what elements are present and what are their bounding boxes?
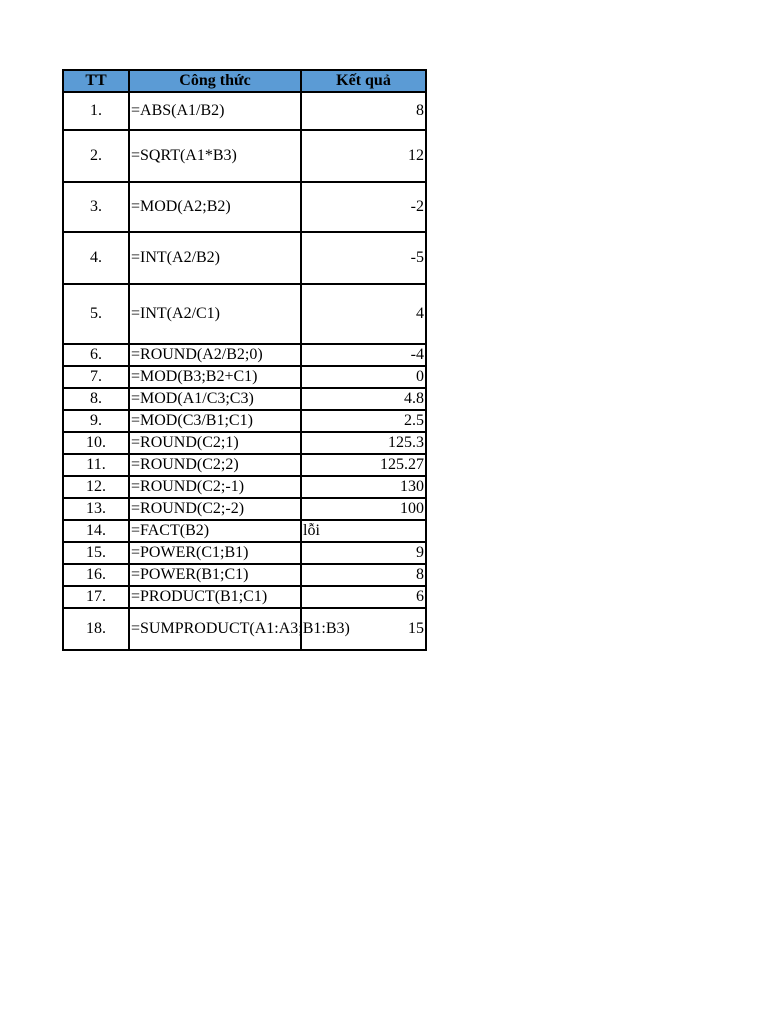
cell-result[interactable]: 125.27 (301, 454, 426, 476)
cell-result[interactable]: 130 (301, 476, 426, 498)
header-result[interactable]: Kết quả (301, 70, 426, 92)
cell-tt[interactable]: 11. (63, 454, 129, 476)
cell-formula[interactable]: =POWER(C1;B1) (129, 542, 301, 564)
table-row (63, 586, 426, 608)
cell-tt[interactable]: 15. (63, 542, 129, 564)
cell-result[interactable]: -5 (301, 232, 426, 284)
cell-tt[interactable]: 4. (63, 232, 129, 284)
cell-result[interactable]: 4 (301, 284, 426, 344)
table-row (63, 182, 426, 232)
cell-tt[interactable]: 17. (63, 586, 129, 608)
table-row (63, 388, 426, 410)
header-tt[interactable]: TT (63, 70, 129, 92)
cell-formula[interactable]: =ROUND(C2;-2) (129, 498, 301, 520)
table-row (63, 366, 426, 388)
cell-formula[interactable]: =POWER(B1;C1) (129, 564, 301, 586)
cell-tt[interactable]: 7. (63, 366, 129, 388)
cell-result[interactable]: 125.3 (301, 432, 426, 454)
cell-result[interactable]: 9 (301, 542, 426, 564)
cell-result[interactable]: -2 (301, 182, 426, 232)
cell-formula[interactable]: =MOD(C3/B1;C1) (129, 410, 301, 432)
cell-result[interactable]: 8 (301, 564, 426, 586)
table-row (63, 564, 426, 586)
cell-formula[interactable]: =ROUND(C2;2) (129, 454, 301, 476)
header-formula[interactable]: Công thức (129, 70, 301, 92)
cell-result[interactable]: 2.5 (301, 410, 426, 432)
table-row (63, 542, 426, 564)
table-row (63, 284, 426, 344)
cell-formula[interactable]: =MOD(A1/C3;C3) (129, 388, 301, 410)
table-row (63, 608, 426, 650)
cell-result[interactable]: 8 (301, 92, 426, 130)
table-row (63, 130, 426, 182)
cell-formula[interactable]: =ABS(A1/B2) (129, 92, 301, 130)
formula-results-table (62, 69, 427, 651)
cell-formula[interactable]: =INT(A2/C1) (129, 284, 301, 344)
spreadsheet-region (62, 69, 427, 651)
cell-result[interactable]: 12 (301, 130, 426, 182)
table-row (63, 232, 426, 284)
cell-formula[interactable]: =MOD(A2;B2) (129, 182, 301, 232)
cell-result[interactable]: 15 (301, 608, 426, 650)
table-row (63, 454, 426, 476)
table-row (63, 432, 426, 454)
cell-result[interactable]: -4 (301, 344, 426, 366)
cell-tt[interactable]: 10. (63, 432, 129, 454)
cell-tt[interactable]: 6. (63, 344, 129, 366)
header-row (63, 70, 426, 92)
cell-tt[interactable]: 8. (63, 388, 129, 410)
cell-tt[interactable]: 5. (63, 284, 129, 344)
cell-formula[interactable]: =MOD(B3;B2+C1) (129, 366, 301, 388)
cell-tt[interactable]: 1. (63, 92, 129, 130)
cell-formula[interactable]: =SQRT(A1*B3) (129, 130, 301, 182)
cell-result[interactable]: lỗi (301, 520, 426, 542)
cell-tt[interactable]: 13. (63, 498, 129, 520)
cell-formula[interactable]: =ROUND(C2;1) (129, 432, 301, 454)
cell-formula[interactable]: =FACT(B2) (129, 520, 301, 542)
cell-tt[interactable]: 12. (63, 476, 129, 498)
table-row (63, 498, 426, 520)
cell-tt[interactable]: 9. (63, 410, 129, 432)
table-row (63, 520, 426, 542)
cell-formula[interactable]: =INT(A2/B2) (129, 232, 301, 284)
cell-result[interactable]: 4.8 (301, 388, 426, 410)
table-row (63, 410, 426, 432)
cell-tt[interactable]: 2. (63, 130, 129, 182)
cell-formula[interactable]: =ROUND(A2/B2;0) (129, 344, 301, 366)
table-row (63, 344, 426, 366)
cell-formula[interactable]: =PRODUCT(B1;C1) (129, 586, 301, 608)
cell-tt[interactable]: 18. (63, 608, 129, 650)
table-row (63, 476, 426, 498)
table-row (63, 92, 426, 130)
cell-formula[interactable]: =SUMPRODUCT(A1:A3;B1:B3) (129, 608, 301, 650)
cell-formula[interactable]: =ROUND(C2;-1) (129, 476, 301, 498)
cell-result[interactable]: 6 (301, 586, 426, 608)
cell-result[interactable]: 0 (301, 366, 426, 388)
cell-result[interactable]: 100 (301, 498, 426, 520)
cell-tt[interactable]: 14. (63, 520, 129, 542)
cell-tt[interactable]: 16. (63, 564, 129, 586)
cell-tt[interactable]: 3. (63, 182, 129, 232)
